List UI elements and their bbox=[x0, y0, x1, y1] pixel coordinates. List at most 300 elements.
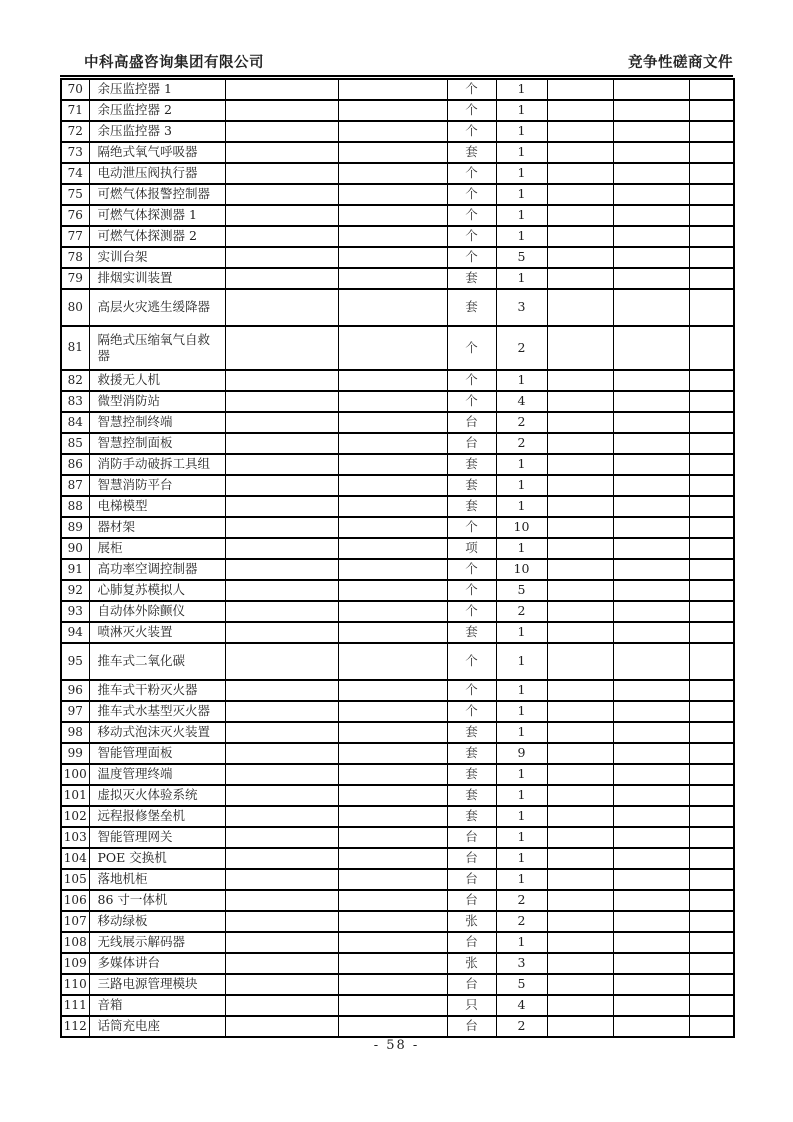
cell-qty: 1 bbox=[496, 100, 547, 121]
cell-empty bbox=[613, 496, 689, 517]
cell-empty bbox=[613, 142, 689, 163]
cell-empty bbox=[689, 764, 734, 785]
cell-empty bbox=[547, 433, 613, 454]
cell-empty bbox=[547, 268, 613, 289]
header-doc-type: 竞争性磋商文件 bbox=[628, 54, 733, 71]
cell-empty bbox=[689, 205, 734, 226]
cell-name: 电动泄压阀执行器 bbox=[89, 163, 225, 184]
items-table bbox=[60, 78, 735, 1038]
cell-empty bbox=[613, 806, 689, 827]
cell-empty bbox=[225, 932, 338, 953]
cell-name: 推车式干粉灭火器 bbox=[89, 680, 225, 701]
cell-empty bbox=[547, 454, 613, 475]
cell-qty: 2 bbox=[496, 1016, 547, 1037]
cell-seq: 85 bbox=[61, 433, 89, 454]
table-row bbox=[61, 226, 734, 247]
cell-name: 实训台架 bbox=[89, 247, 225, 268]
cell-unit: 个 bbox=[447, 184, 496, 205]
cell-seq: 97 bbox=[61, 701, 89, 722]
cell-unit: 个 bbox=[447, 643, 496, 680]
cell-seq: 90 bbox=[61, 538, 89, 559]
cell-empty bbox=[613, 433, 689, 454]
table-row bbox=[61, 433, 734, 454]
table-row bbox=[61, 806, 734, 827]
cell-qty: 1 bbox=[496, 932, 547, 953]
cell-name: 器材架 bbox=[89, 517, 225, 538]
table-row bbox=[61, 911, 734, 932]
cell-empty bbox=[225, 326, 338, 370]
cell-empty bbox=[547, 184, 613, 205]
cell-empty bbox=[689, 268, 734, 289]
cell-qty: 1 bbox=[496, 848, 547, 869]
cell-unit: 个 bbox=[447, 163, 496, 184]
cell-empty bbox=[613, 890, 689, 911]
cell-seq: 100 bbox=[61, 764, 89, 785]
table-row bbox=[61, 890, 734, 911]
table-row bbox=[61, 580, 734, 601]
cell-empty bbox=[338, 995, 447, 1016]
cell-empty bbox=[338, 163, 447, 184]
cell-empty bbox=[225, 995, 338, 1016]
cell-unit: 台 bbox=[447, 932, 496, 953]
cell-empty bbox=[547, 475, 613, 496]
table-row bbox=[61, 496, 734, 517]
cell-empty bbox=[689, 701, 734, 722]
cell-empty bbox=[338, 326, 447, 370]
table-row bbox=[61, 121, 734, 142]
cell-unit: 个 bbox=[447, 517, 496, 538]
cell-empty bbox=[338, 370, 447, 391]
cell-empty bbox=[547, 559, 613, 580]
cell-empty bbox=[225, 785, 338, 806]
cell-seq: 103 bbox=[61, 827, 89, 848]
cell-qty: 1 bbox=[496, 121, 547, 142]
cell-seq: 84 bbox=[61, 412, 89, 433]
cell-name: 余压监控器 1 bbox=[89, 79, 225, 100]
cell-empty bbox=[547, 205, 613, 226]
cell-unit: 张 bbox=[447, 911, 496, 932]
cell-seq: 88 bbox=[61, 496, 89, 517]
cell-unit: 台 bbox=[447, 412, 496, 433]
cell-unit: 套 bbox=[447, 454, 496, 475]
cell-unit: 套 bbox=[447, 764, 496, 785]
cell-name: 音箱 bbox=[89, 995, 225, 1016]
cell-empty bbox=[547, 370, 613, 391]
cell-qty: 1 bbox=[496, 205, 547, 226]
cell-qty: 1 bbox=[496, 163, 547, 184]
cell-name: 消防手动破拆工具组 bbox=[89, 454, 225, 475]
cell-empty bbox=[547, 580, 613, 601]
cell-empty bbox=[547, 289, 613, 326]
cell-empty bbox=[547, 100, 613, 121]
cell-seq: 105 bbox=[61, 869, 89, 890]
cell-empty bbox=[547, 163, 613, 184]
cell-empty bbox=[689, 622, 734, 643]
cell-empty bbox=[613, 121, 689, 142]
cell-qty: 1 bbox=[496, 785, 547, 806]
cell-empty bbox=[225, 722, 338, 743]
cell-unit: 个 bbox=[447, 121, 496, 142]
cell-name: 虚拟灭火体验系统 bbox=[89, 785, 225, 806]
cell-seq: 74 bbox=[61, 163, 89, 184]
cell-empty bbox=[547, 806, 613, 827]
cell-empty bbox=[338, 701, 447, 722]
cell-empty bbox=[547, 412, 613, 433]
cell-unit: 套 bbox=[447, 743, 496, 764]
cell-empty bbox=[547, 622, 613, 643]
cell-empty bbox=[338, 184, 447, 205]
cell-name: 电梯模型 bbox=[89, 496, 225, 517]
cell-qty: 2 bbox=[496, 890, 547, 911]
cell-empty bbox=[338, 806, 447, 827]
cell-empty bbox=[225, 601, 338, 622]
cell-seq: 112 bbox=[61, 1016, 89, 1037]
cell-empty bbox=[613, 391, 689, 412]
cell-empty bbox=[338, 559, 447, 580]
cell-unit: 台 bbox=[447, 433, 496, 454]
cell-empty bbox=[547, 79, 613, 100]
cell-qty: 1 bbox=[496, 806, 547, 827]
cell-qty: 2 bbox=[496, 326, 547, 370]
table-row bbox=[61, 848, 734, 869]
cell-empty bbox=[338, 121, 447, 142]
cell-name: 救援无人机 bbox=[89, 370, 225, 391]
cell-seq: 93 bbox=[61, 601, 89, 622]
cell-seq: 109 bbox=[61, 953, 89, 974]
table-row bbox=[61, 680, 734, 701]
table-row bbox=[61, 827, 734, 848]
cell-unit: 套 bbox=[447, 289, 496, 326]
cell-empty bbox=[225, 580, 338, 601]
cell-empty bbox=[689, 601, 734, 622]
cell-qty: 1 bbox=[496, 722, 547, 743]
cell-empty bbox=[225, 184, 338, 205]
cell-empty bbox=[547, 247, 613, 268]
cell-empty bbox=[547, 121, 613, 142]
table-row bbox=[61, 559, 734, 580]
cell-name: 移动绿板 bbox=[89, 911, 225, 932]
cell-empty bbox=[689, 142, 734, 163]
cell-empty bbox=[338, 454, 447, 475]
cell-empty bbox=[689, 412, 734, 433]
cell-empty bbox=[613, 974, 689, 995]
cell-empty bbox=[225, 680, 338, 701]
cell-empty bbox=[689, 743, 734, 764]
cell-unit: 套 bbox=[447, 475, 496, 496]
cell-empty bbox=[225, 743, 338, 764]
cell-name: 落地机柜 bbox=[89, 869, 225, 890]
cell-unit: 套 bbox=[447, 496, 496, 517]
cell-seq: 106 bbox=[61, 890, 89, 911]
cell-empty bbox=[613, 370, 689, 391]
cell-seq: 78 bbox=[61, 247, 89, 268]
cell-empty bbox=[689, 806, 734, 827]
cell-empty bbox=[547, 722, 613, 743]
cell-unit: 套 bbox=[447, 806, 496, 827]
cell-empty bbox=[689, 848, 734, 869]
cell-empty bbox=[338, 517, 447, 538]
cell-name: 智能管理网关 bbox=[89, 827, 225, 848]
cell-seq: 104 bbox=[61, 848, 89, 869]
cell-empty bbox=[613, 722, 689, 743]
cell-empty bbox=[225, 163, 338, 184]
cell-empty bbox=[225, 79, 338, 100]
cell-name: 心肺复苏模拟人 bbox=[89, 580, 225, 601]
table-row bbox=[61, 79, 734, 100]
cell-qty: 5 bbox=[496, 247, 547, 268]
cell-empty bbox=[689, 121, 734, 142]
cell-empty bbox=[689, 974, 734, 995]
cell-name: 隔绝式氧气呼吸器 bbox=[89, 142, 225, 163]
table-row bbox=[61, 538, 734, 559]
cell-empty bbox=[338, 764, 447, 785]
cell-empty bbox=[225, 827, 338, 848]
cell-empty bbox=[547, 764, 613, 785]
cell-empty bbox=[689, 869, 734, 890]
cell-empty bbox=[225, 100, 338, 121]
cell-seq: 72 bbox=[61, 121, 89, 142]
cell-name: 微型消防站 bbox=[89, 391, 225, 412]
table-row bbox=[61, 869, 734, 890]
cell-empty bbox=[613, 163, 689, 184]
cell-empty bbox=[613, 680, 689, 701]
cell-unit: 个 bbox=[447, 680, 496, 701]
cell-empty bbox=[689, 827, 734, 848]
cell-unit: 台 bbox=[447, 848, 496, 869]
cell-empty bbox=[689, 643, 734, 680]
cell-empty bbox=[689, 475, 734, 496]
cell-empty bbox=[613, 701, 689, 722]
cell-unit: 张 bbox=[447, 953, 496, 974]
cell-unit: 套 bbox=[447, 722, 496, 743]
cell-empty bbox=[547, 391, 613, 412]
cell-qty: 1 bbox=[496, 475, 547, 496]
cell-seq: 83 bbox=[61, 391, 89, 412]
cell-empty bbox=[613, 412, 689, 433]
cell-empty bbox=[225, 412, 338, 433]
cell-empty bbox=[613, 932, 689, 953]
cell-empty bbox=[225, 559, 338, 580]
cell-unit: 套 bbox=[447, 142, 496, 163]
table-row bbox=[61, 701, 734, 722]
cell-qty: 4 bbox=[496, 995, 547, 1016]
cell-empty bbox=[225, 1016, 338, 1037]
cell-empty bbox=[689, 995, 734, 1016]
cell-empty bbox=[225, 433, 338, 454]
cell-empty bbox=[547, 974, 613, 995]
cell-empty bbox=[225, 226, 338, 247]
table-row bbox=[61, 454, 734, 475]
cell-name: 可燃气体探测器 1 bbox=[89, 205, 225, 226]
cell-empty bbox=[547, 932, 613, 953]
cell-qty: 1 bbox=[496, 622, 547, 643]
cell-empty bbox=[547, 142, 613, 163]
cell-empty bbox=[689, 100, 734, 121]
cell-seq: 89 bbox=[61, 517, 89, 538]
cell-qty: 1 bbox=[496, 142, 547, 163]
cell-empty bbox=[613, 517, 689, 538]
cell-empty bbox=[547, 517, 613, 538]
cell-qty: 2 bbox=[496, 601, 547, 622]
cell-seq: 95 bbox=[61, 643, 89, 680]
cell-name: 移动式泡沫灭火装置 bbox=[89, 722, 225, 743]
table-row bbox=[61, 743, 734, 764]
cell-empty bbox=[613, 268, 689, 289]
cell-empty bbox=[225, 454, 338, 475]
cell-seq: 108 bbox=[61, 932, 89, 953]
table-row bbox=[61, 289, 734, 326]
table-row bbox=[61, 391, 734, 412]
cell-empty bbox=[613, 454, 689, 475]
table-row bbox=[61, 953, 734, 974]
cell-empty bbox=[547, 643, 613, 680]
cell-empty bbox=[689, 496, 734, 517]
cell-name: POE 交换机 bbox=[89, 848, 225, 869]
table-row bbox=[61, 205, 734, 226]
cell-qty: 10 bbox=[496, 559, 547, 580]
cell-empty bbox=[225, 247, 338, 268]
cell-empty bbox=[225, 622, 338, 643]
cell-empty bbox=[547, 1016, 613, 1037]
cell-empty bbox=[613, 848, 689, 869]
cell-empty bbox=[225, 370, 338, 391]
cell-empty bbox=[225, 496, 338, 517]
cell-empty bbox=[338, 785, 447, 806]
cell-seq: 98 bbox=[61, 722, 89, 743]
cell-empty bbox=[689, 517, 734, 538]
cell-empty bbox=[338, 496, 447, 517]
table-row bbox=[61, 247, 734, 268]
cell-empty bbox=[689, 1016, 734, 1037]
cell-seq: 79 bbox=[61, 268, 89, 289]
cell-empty bbox=[225, 517, 338, 538]
cell-unit: 台 bbox=[447, 869, 496, 890]
page-footer bbox=[0, 1038, 793, 1053]
cell-empty bbox=[689, 785, 734, 806]
cell-unit: 个 bbox=[447, 79, 496, 100]
cell-empty bbox=[547, 680, 613, 701]
cell-seq: 91 bbox=[61, 559, 89, 580]
cell-empty bbox=[613, 475, 689, 496]
cell-qty: 2 bbox=[496, 412, 547, 433]
table-row bbox=[61, 601, 734, 622]
cell-empty bbox=[547, 785, 613, 806]
cell-empty bbox=[689, 538, 734, 559]
table-row bbox=[61, 326, 734, 370]
cell-unit: 个 bbox=[447, 559, 496, 580]
cell-empty bbox=[613, 764, 689, 785]
cell-name: 高层火灾逃生缓降器 bbox=[89, 289, 225, 326]
cell-empty bbox=[689, 433, 734, 454]
cell-empty bbox=[613, 827, 689, 848]
cell-unit: 台 bbox=[447, 827, 496, 848]
cell-name: 可燃气体探测器 2 bbox=[89, 226, 225, 247]
cell-empty bbox=[225, 121, 338, 142]
cell-empty bbox=[338, 391, 447, 412]
cell-name: 自动体外除颤仪 bbox=[89, 601, 225, 622]
cell-empty bbox=[338, 412, 447, 433]
cell-empty bbox=[689, 680, 734, 701]
cell-seq: 70 bbox=[61, 79, 89, 100]
cell-seq: 76 bbox=[61, 205, 89, 226]
cell-empty bbox=[338, 643, 447, 680]
cell-unit: 套 bbox=[447, 268, 496, 289]
cell-empty bbox=[613, 79, 689, 100]
cell-seq: 99 bbox=[61, 743, 89, 764]
cell-empty bbox=[689, 454, 734, 475]
cell-qty: 1 bbox=[496, 454, 547, 475]
cell-empty bbox=[689, 559, 734, 580]
cell-qty: 1 bbox=[496, 79, 547, 100]
cell-empty bbox=[338, 1016, 447, 1037]
cell-empty bbox=[225, 953, 338, 974]
cell-empty bbox=[547, 869, 613, 890]
cell-empty bbox=[338, 142, 447, 163]
cell-empty bbox=[547, 995, 613, 1016]
cell-seq: 80 bbox=[61, 289, 89, 326]
cell-seq: 111 bbox=[61, 995, 89, 1016]
cell-name: 三路电源管理模块 bbox=[89, 974, 225, 995]
cell-unit: 个 bbox=[447, 580, 496, 601]
cell-empty bbox=[613, 538, 689, 559]
cell-empty bbox=[613, 869, 689, 890]
cell-empty bbox=[613, 785, 689, 806]
cell-empty bbox=[689, 247, 734, 268]
table-row bbox=[61, 100, 734, 121]
cell-empty bbox=[338, 79, 447, 100]
table-row bbox=[61, 785, 734, 806]
cell-qty: 3 bbox=[496, 953, 547, 974]
cell-name: 无线展示解码器 bbox=[89, 932, 225, 953]
cell-empty bbox=[338, 848, 447, 869]
cell-seq: 86 bbox=[61, 454, 89, 475]
cell-empty bbox=[547, 538, 613, 559]
cell-empty bbox=[338, 100, 447, 121]
table-row bbox=[61, 974, 734, 995]
cell-name: 温度管理终端 bbox=[89, 764, 225, 785]
cell-empty bbox=[338, 827, 447, 848]
cell-seq: 92 bbox=[61, 580, 89, 601]
cell-name: 话筒充电座 bbox=[89, 1016, 225, 1037]
cell-empty bbox=[225, 911, 338, 932]
cell-unit: 个 bbox=[447, 226, 496, 247]
cell-unit: 个 bbox=[447, 701, 496, 722]
cell-seq: 101 bbox=[61, 785, 89, 806]
cell-empty bbox=[689, 163, 734, 184]
table-row bbox=[61, 995, 734, 1016]
cell-empty bbox=[338, 205, 447, 226]
cell-empty bbox=[547, 743, 613, 764]
cell-unit: 个 bbox=[447, 247, 496, 268]
cell-seq: 71 bbox=[61, 100, 89, 121]
cell-empty bbox=[225, 289, 338, 326]
table-row bbox=[61, 163, 734, 184]
cell-empty bbox=[225, 391, 338, 412]
cell-empty bbox=[225, 974, 338, 995]
table-row bbox=[61, 412, 734, 433]
cell-seq: 77 bbox=[61, 226, 89, 247]
cell-qty: 1 bbox=[496, 268, 547, 289]
cell-empty bbox=[613, 326, 689, 370]
cell-empty bbox=[689, 391, 734, 412]
cell-empty bbox=[689, 580, 734, 601]
table-row bbox=[61, 722, 734, 743]
cell-unit: 个 bbox=[447, 100, 496, 121]
cell-qty: 2 bbox=[496, 911, 547, 932]
cell-qty: 1 bbox=[496, 226, 547, 247]
cell-empty bbox=[689, 722, 734, 743]
cell-empty bbox=[689, 932, 734, 953]
